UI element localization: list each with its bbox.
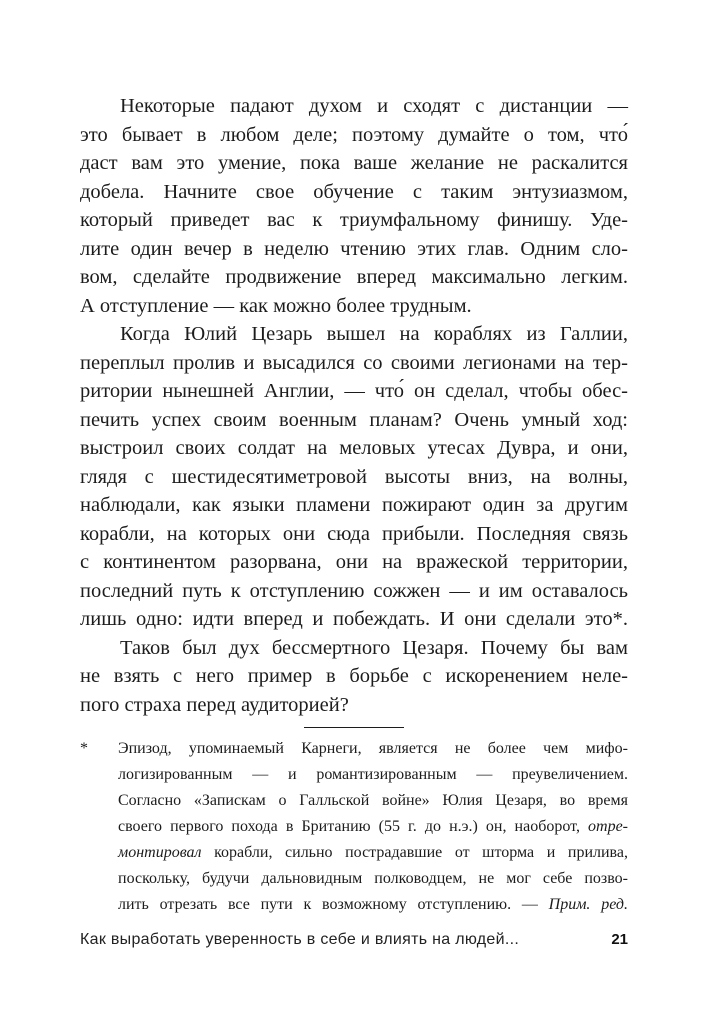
footnote-run: лить отрезать все пути к возможному отступлению. — [118,896,549,913]
footnote-italic-run: монтировал [118,844,202,861]
body-line: корабли, на которых они сюда прибыли. Последняя связь [80,522,628,545]
footnote-run: поскольку, будучи дальновидным полководцем, не мог себе позво- [118,870,628,887]
body-line: переплыл пролив и высадился со своими легионами на тер- [80,351,628,374]
footnote-run: корабли, сильно пострадавшие от шторма и прилива, [201,844,628,861]
footnote-run: своего первого похода в Британию (55 г. до н.э.) он, наоборот, [118,818,589,835]
footnote-run: Согласно «Запискам о Галльской войне» Юлия Цезаря, во время [118,792,628,809]
footnote-italic-run: Прим. ред. [548,896,628,913]
footnote-run: Эпизод, упоминаемый Карнеги, является не более чем мифо- [118,740,628,757]
body-line: не взять с него пример в борьбе с искоренением неле- [80,665,628,687]
text-column [80,92,628,918]
footnote-run: логизированным — и романтизированным — преувеличением. [118,766,628,783]
footnote [80,736,628,918]
body-line: Когда Юлий Цезарь вышел на кораблях из Галлии, [120,323,628,345]
footnote-line [118,736,628,762]
body-line: А отступление — как можно более трудным. [80,294,472,317]
body-line: последний путь к отступлению сожжен — и им оставалось [80,579,628,602]
body-line: наблюдали, как языки пламени пожирают один за другим [80,494,628,516]
body-line: ритории нынешней Англии, — что́ он сделал, чтобы обес- [80,380,628,402]
footnote-marker: * [80,740,88,757]
body-line: печить успех своим военным планам? Очень умный ход: [80,408,628,431]
footnote-line [118,892,628,918]
body-line: лишь одно: идти вперед и побеждать. И они сделали это*. [80,608,628,630]
body-line: вом, сделайте продвижение вперед максимально легким. [80,266,628,288]
body-text [80,92,628,719]
body-line: который приведет вас к триумфальному финишу. Уде- [80,209,628,231]
footnote-line [118,814,628,840]
page-number: 21 [611,931,628,948]
footnote-text [118,736,628,918]
body-line: пого страха перед аудиторией? [80,693,349,716]
footnote-line [118,788,628,814]
body-line: Таков был дух бессмертного Цезаря. Почему бы вам [120,636,628,659]
body-line: лите один вечер в неделю чтению этих глав. Одним сло- [80,237,628,260]
footnote-line [118,762,628,788]
footnote-line [118,840,628,866]
running-title: Как выработать уверенность в себе и влиять на людей... [80,931,520,948]
body-line: Некоторые падают духом и сходят с дистанции — [120,95,628,117]
footnote-separator [304,727,404,728]
body-line: добела. Начните свое обучение с таким энтузиазмом, [80,180,628,203]
body-line: это бывает в любом деле; поэтому думайте о том, что́ [80,123,628,146]
footnote-italic-run: отре- [588,818,628,835]
footnote-line [118,866,628,892]
page-footer [80,931,628,949]
body-line: даст вам это умение, пока ваше желание не раскалится [80,152,628,174]
body-line: выстроил своих солдат на меловых утесах Дувра, и они, [80,437,628,459]
body-line: глядя с шестидесятиметровой высоты вниз, на волны, [80,465,628,488]
body-line: с континентом разорвана, они на вражеской территории, [80,551,628,573]
